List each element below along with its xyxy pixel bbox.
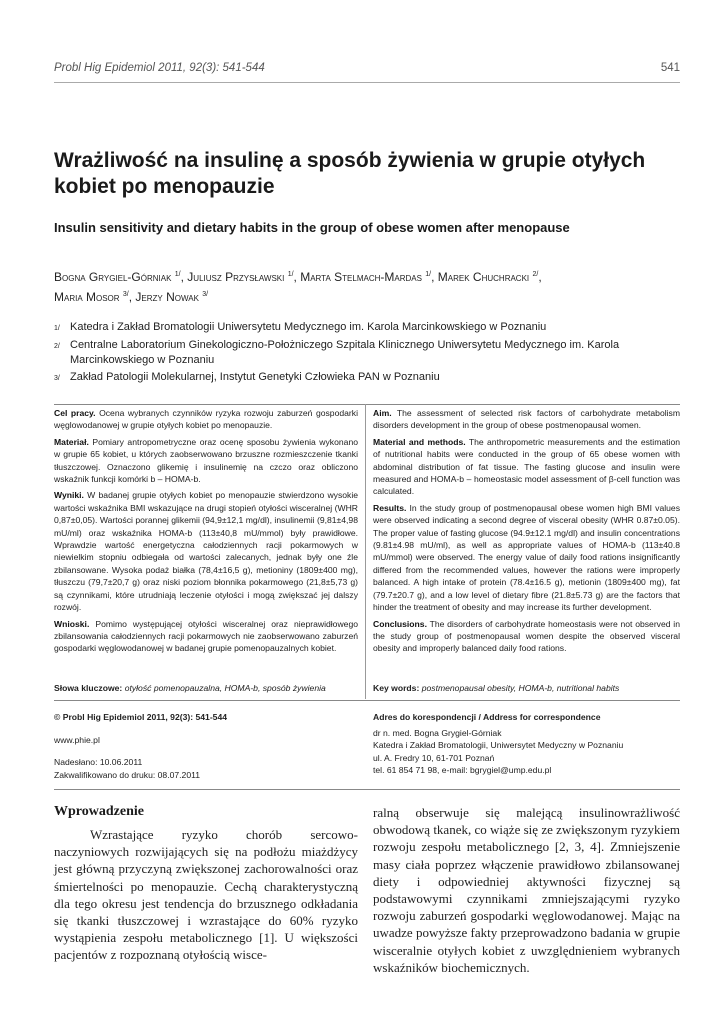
correspondence-line: dr n. med. Bogna Grygiel-Górniak [373, 727, 502, 738]
author-list [54, 266, 694, 306]
correspondence-line: ul. A. Fredry 10, 61-701 Poznań [373, 752, 495, 763]
keywords-english: Key words: postmenopausal obesity, HOMA-b, nutritional habits [373, 683, 620, 693]
affiliation: 3/ Zakład Patologii Molekularnej, Instytut Genetyki Człowieka PAN w Poznaniu [54, 370, 440, 383]
intro-paragraph-right: ralną obserwuje się malejącą insulinowrażliwość obwodową tkanek, co wiąże się ze zwiększonym ryzykiem rozwoju zespołu metabolicznego [2, 3, 4]. Zmniejszenie masy ciała poprzez włączenie prawidłowo zbilansowanej diety i odpowiedniej aktywności fizycznej są podstawowymi czynnikami zmniejszającymi ryzyko rozwoju zaburzeń gospodarki węglowodanowej. Mając na uwadze powyższe fakty przeprowadzono badania w grupie wisceralnie otyłych kobiet z uwzględnieniem wybranych wskaźników biochemicznych. [373, 805, 680, 975]
affiliations [54, 320, 694, 387]
correspondence-line: tel. 61 854 71 98, e-mail: bgrygiel@ump.edu.pl [373, 765, 552, 775]
abstract-english [373, 407, 680, 659]
abstract-column-divider [365, 404, 366, 699]
affiliation: 2/ Centralne Laboratorium Ginekologiczno-Położniczego Szpitala Klinicznego Uniwersytetu Medycznego im. Karola Marcinkowskiego w Poznaniu [54, 338, 620, 366]
author: Bogna Grygiel-Górniak $^{1/}$, [54, 270, 188, 284]
abstract-section: Conclusions. The disorders of carbohydrate homeostasis were not observed in the study group of postmenopausal women despite the observed visceral obesity and improperly balanced daily food rations. [373, 618, 680, 654]
running-head: Probl Hig Epidemiol 2011, 92(3): 541-544 [54, 62, 265, 74]
abstract-section: Materiał. Pomiary antropometryczne oraz ocenę sposobu żywienia wykonano w grupie 65 kobiet, u których zaobserwowano brzuszne rozmieszczenie tkanki tłuszczowej. Oznaczono glikemię i insulinemię na czczo oraz obliczono wskaźnik funkcji komórki b – HOMA-b. [54, 436, 359, 485]
intro-paragraph-left: Wzrastające ryzyko chorób sercowo-naczyniowych rozwijających się na podłożu miażdżycy jest główną przyczyną zwiększonej zachorowalności oraz śmiertelności po menopauzie. Cechą charakterystyczną dla tego okresu jest tendencja do brzusznego odkładania się tkanki tłuszczowej i wzrastające do 60% ryzyko wystąpienia zespołu metabolicznego [1]. U większości pacjentów z rozpoznaną otyłością wisce- [54, 827, 358, 963]
abstract-section: Material and methods. The anthropometric measurements and the estimation of nutritional habits were conducted in the group of 65 obese women with abdominal distribution of fat tissue. The fasting glucose and insulin were measured and HOMA-b – homeostasic model assessment of β-cell function was calculated. [373, 436, 681, 497]
author: Marek Chuchracki $^{2/}$, [437, 270, 542, 284]
author: Juliusz Przysławski $^{1/}$, [187, 270, 301, 284]
abstract-section: Results. In the study group of postmenopausal obese women high BMI values were observed indicating a second degree of visceral obesity (WHR 0.87±0.05). The proper value of fasting glucose (94.9±12.1 mg/dl) and insulin concentrations (9.81±4.98 mU/ml), as well as appropriate values of HOMA-b (113±40.8 mU/mmol) were observed. The energy value of daily food rations insignificantly differed from the recommended values, however the rations were improperly balanced. A high intake of protein (78.4±16.5 g), metionin (1809±400 mg), fat (79.7±20.7 g), and a low level of dietary fibre (21.8±5.73 g) are the factors that hinder the treatment of obesity and may increase its further development. [373, 502, 680, 613]
received-date: Nadesłano: 10.06.2011 [54, 757, 143, 767]
journal-url[interactable]: www.phie.pl [54, 734, 100, 745]
abstract-bottom-rule [54, 700, 680, 701]
copyright: © Probl Hig Epidemiol 2011, 92(3): 541-544 [54, 712, 228, 722]
abstract-section: Wyniki. W badanej grupie otyłych kobiet po menopauzie stwierdzono wysokie wartości wskaźnika BMI wskazujące na drugi stopień otyłości wisceralnej (WHR 0,87±0,05). Wartości porannej glikemii (94,9±12,1 mg/dl), insulinemii (9,81±4,98 mU/ml) oraz wskaźnika HOMA-b (113±40,8 mU/mmol) były prawidłowe. Wprawdzie wartość energetyczna całodziennych racji pokarmowych w niewielkim stopniu odbiegała od wartości zalecanych, jednak były one źle zbilansowane. Wysoka podaż białka (78,4±16,5 g), metioniny (1809±400 mg), tłuszczu (79,7±20,7 g) oraz niski poziom błonnika pokarmowego (21,8±5,73 g) są czynnikami, które utrudniają leczenie otyłości i mogą zwiększać jej dalszy rozwój. [54, 490, 359, 613]
keywords-polish: Słowa kluczowe: otyłość pomenopauzalna, HOMA-b, sposób żywienia [54, 683, 326, 693]
page-number: 541 [660, 62, 680, 74]
affiliation: 1/ Katedra i Zakład Bromatologii Uniwersytetu Medycznego im. Karola Marcinkowskiego w Poznaniu [54, 321, 547, 333]
correspondence-line: Katedra i Zakład Bromatologii, Uniwersytet Medyczny w Poznaniu [373, 740, 624, 750]
abstract-top-rule [54, 404, 680, 405]
abstract-section: Cel pracy. Ocena wybranych czynników ryzyka rozwoju zaburzeń gospodarki węglowodanowej w grupie otyłych kobiet po menopauzie. [54, 408, 358, 431]
author: Jerzy Nowak $^{3/}$ [135, 290, 209, 304]
correspondence [373, 711, 680, 777]
meta-bottom-rule [54, 789, 680, 790]
author: Marta Stelmach-Mardas $^{1/}$, [300, 270, 438, 284]
abstract-polish [54, 407, 358, 659]
abstract-section: Wnioski. Pomimo występującej otyłości wisceralnej oraz nieprawidłowego zbilansowania całodziennych racji pokarmowych nie zaobserwowano zaburzeń gospodarki węglowodanowej w badanej grupie pomenopauzalnych kobiet. [54, 618, 358, 654]
abstract-section: Aim. The assessment of selected risk factors of carbohydrate metabolism disorders development in the group of obese postmenopausal women. [373, 408, 681, 431]
header-rule [54, 82, 680, 83]
section-heading: Wprowadzenie [54, 804, 144, 819]
accepted-date: Zakwalifikowano do druku: 08.07.2011 [54, 769, 201, 780]
title-english: Insulin sensitivity and dietary habits in the group of obese women after menopause [54, 220, 570, 235]
publication-info [54, 711, 354, 781]
author: Maria Mosor $^{3/}$, [54, 290, 136, 304]
correspondence-heading: Adres do korespondencji / Address for correspondence [373, 712, 601, 722]
title-polish: Wrażliwość na insulinę a sposób żywienia w grupie otyłych kobiet po menopauzie [54, 149, 646, 198]
